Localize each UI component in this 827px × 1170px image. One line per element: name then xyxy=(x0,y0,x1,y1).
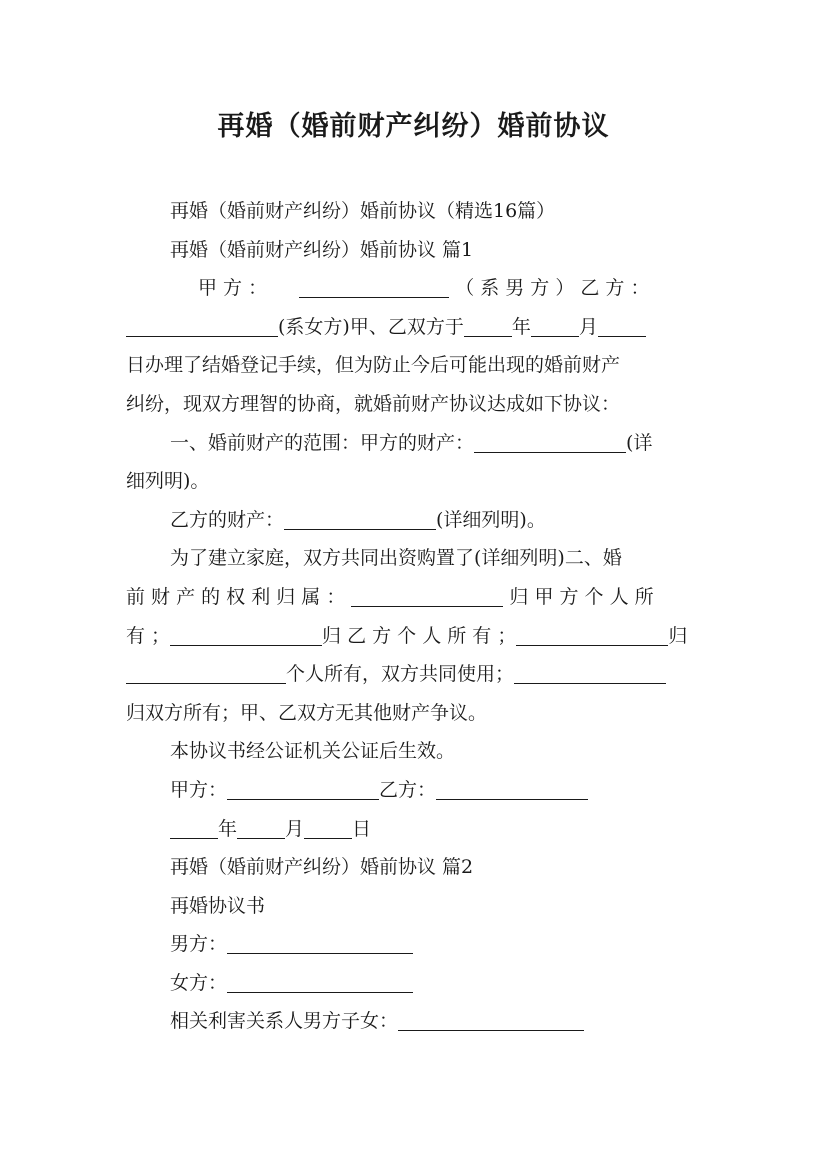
ownership-line xyxy=(126,578,702,617)
ownership-line xyxy=(126,655,702,694)
text-line: 为了建立家庭，双方共同出资购置了(详细列明)二、婚 xyxy=(170,547,622,570)
signature-date-line xyxy=(126,810,702,849)
month-label: 月 xyxy=(578,315,598,338)
male-party-line xyxy=(126,925,702,964)
female-party-blank xyxy=(227,970,413,993)
interested-party-label: 相关利害关系人男方子女： xyxy=(170,1010,399,1033)
party-a-signature-label: 甲方： xyxy=(170,778,228,801)
party-b-property-label: 乙方的财产： xyxy=(170,508,285,531)
text-line: 纠纷，现双方理智的协商，就婚前财产协议达成如下协议： xyxy=(126,392,621,415)
year-blank xyxy=(170,816,218,839)
section-heading-part-2: 再婚（婚前财产纠纷）婚前协议 篇2 xyxy=(170,856,474,879)
ownership-text: 归 甲 方 个 人 所 xyxy=(509,585,654,608)
ownership-text: 有 ； xyxy=(126,624,171,647)
party-a-label: 甲 方 ： xyxy=(198,277,268,300)
party-line xyxy=(126,269,702,308)
paragraph-heading-selection: 再婚（婚前财产纠纷）婚前协议（精选16篇） xyxy=(170,200,556,222)
year-label: 年 xyxy=(511,315,531,338)
ownership-blank xyxy=(514,661,666,684)
party-b-property-blank xyxy=(284,507,436,530)
party-a-property-blank xyxy=(474,430,626,453)
property-scope-label: 一、婚前财产的范围：甲方的财产： xyxy=(170,431,475,454)
party-b-blank xyxy=(126,314,278,337)
male-party-label: 男方： xyxy=(170,933,228,956)
male-party-blank xyxy=(227,931,413,954)
ownership-label: 前 财 产 的 权 利 归 属 ： xyxy=(126,585,346,608)
subsection-title: 再婚协议书 xyxy=(170,894,266,917)
year-blank xyxy=(464,314,512,337)
day-blank xyxy=(598,314,646,337)
ownership-text: 归 乙 方 个 人 所 有 ； xyxy=(322,624,517,647)
ownership-line xyxy=(126,617,702,656)
ownership-blank xyxy=(126,661,286,684)
party-a-ownership-blank xyxy=(351,584,503,607)
day-label: 日 xyxy=(352,817,372,840)
female-party-label: 女方： xyxy=(170,971,228,994)
party-b-note: (系女方)甲、乙双方于 xyxy=(278,315,464,338)
detail-note: (详 xyxy=(626,431,653,454)
month-blank xyxy=(237,816,285,839)
day-blank xyxy=(304,816,352,839)
party-b-signature-label: 乙方： xyxy=(379,778,437,801)
party-b-label: （ 系 男 方 ） 乙 方 ： xyxy=(455,277,650,300)
party-b-ownership-blank xyxy=(170,623,322,646)
detail-note: (详细列明)。 xyxy=(436,508,546,531)
text-line: 归双方所有；甲、乙双方无其他财产争议。 xyxy=(126,701,488,724)
female-party-line xyxy=(126,964,702,1003)
text-line: 本协议书经公证机关公证后生效。 xyxy=(170,740,456,763)
signature-line xyxy=(126,771,702,810)
document-body xyxy=(126,192,702,1041)
interested-party-line xyxy=(126,1002,702,1041)
month-blank xyxy=(531,314,579,337)
ownership-text: 归 xyxy=(668,624,688,647)
interested-party-blank xyxy=(398,1008,584,1031)
ownership-text: 个人所有，双方共同使用； xyxy=(286,663,515,686)
party-b-signature-blank xyxy=(436,777,588,800)
month-label: 月 xyxy=(285,817,305,840)
marriage-date-line xyxy=(126,308,702,347)
document-title: 再婚（婚前财产纠纷）婚前协议 xyxy=(217,111,610,142)
party-a-blank xyxy=(299,275,449,298)
party-b-property-line xyxy=(126,501,702,540)
year-label: 年 xyxy=(218,817,238,840)
section-heading-part-1: 再婚（婚前财产纠纷）婚前协议 篇1 xyxy=(170,238,474,261)
ownership-blank xyxy=(516,623,668,646)
property-scope-line xyxy=(126,424,702,463)
text-line: 日办理了结婚登记手续，但为防止今后可能出现的婚前财产 xyxy=(126,354,621,377)
text-line: 细列明)。 xyxy=(126,470,210,493)
party-a-signature-blank xyxy=(227,777,379,800)
